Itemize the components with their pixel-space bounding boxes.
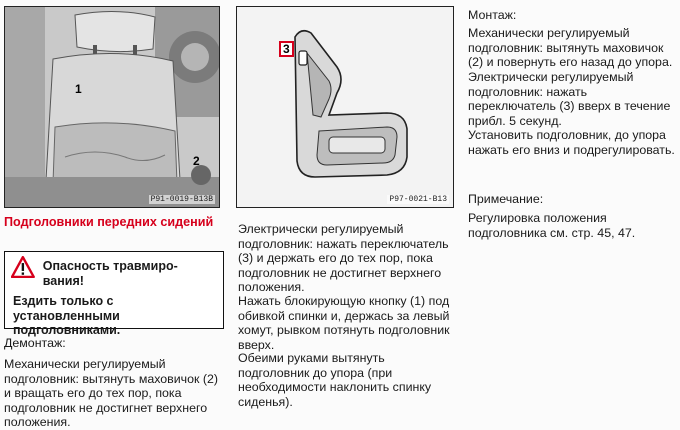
removal-label: Демонтаж:	[4, 336, 66, 350]
electric-removal-text: Электрически регулируемый подголовник: нажать переключатель (3) и держать его до тех пор, пока подголовник не достигнет верхнего положения.	[238, 222, 449, 295]
install-label: Монтаж:	[468, 8, 517, 22]
note-label: Примечание:	[468, 192, 544, 206]
removal-text: Механически регулируемый подголовник: вытянуть маховичок (2) и вращать его до тех пор, пока подголовник не достигнет верхнего положения.	[4, 357, 219, 430]
warning-text: Ездить только с установленными подголовниками.	[13, 294, 121, 338]
seat-switch-illustration	[237, 7, 453, 207]
seat-switch-figure	[236, 6, 454, 208]
figure-marker-3: 3	[279, 41, 294, 57]
figure-code: P91-0019-B13B	[150, 195, 213, 204]
seat-photo-figure	[4, 6, 220, 208]
install-mechanical-text: Механически регулируемый подголовник: вытянуть маховичок (2) и повернуть его назад до упора.	[468, 26, 673, 70]
warning-title: Опасность травмиро-вания!	[42, 259, 178, 288]
install-press-text: Установить подголовник, до упора нажать его вниз и подрегулировать.	[468, 128, 675, 157]
figure-code: P97-0021-B13	[389, 195, 447, 204]
pull-out-text: Обеими руками вытянуть подголовник до упора (при необходимости наклонить спинку сиденья).	[238, 351, 432, 409]
install-electric-text: Электрически регулируемый подголовник: нажать переключатель (3) вверх в течение прибл. 5 секунд.	[468, 70, 671, 128]
figure-marker-2: 2	[193, 154, 200, 168]
seat-photo-illustration	[5, 7, 219, 207]
lock-button-text: Нажать блокирующую кнопку (1) под обивкой спинки и, держась за левый хомут, рывком потянуть подголовник вверх.	[238, 294, 450, 352]
figure-marker-1: 1	[75, 82, 82, 96]
warning-box	[4, 251, 224, 338]
note-text: Регулировка положения подголовника см. стр. 45, 47.	[468, 211, 636, 240]
warning-triangle-icon	[11, 256, 35, 278]
section-heading: Подголовники передних сидений	[4, 215, 214, 229]
